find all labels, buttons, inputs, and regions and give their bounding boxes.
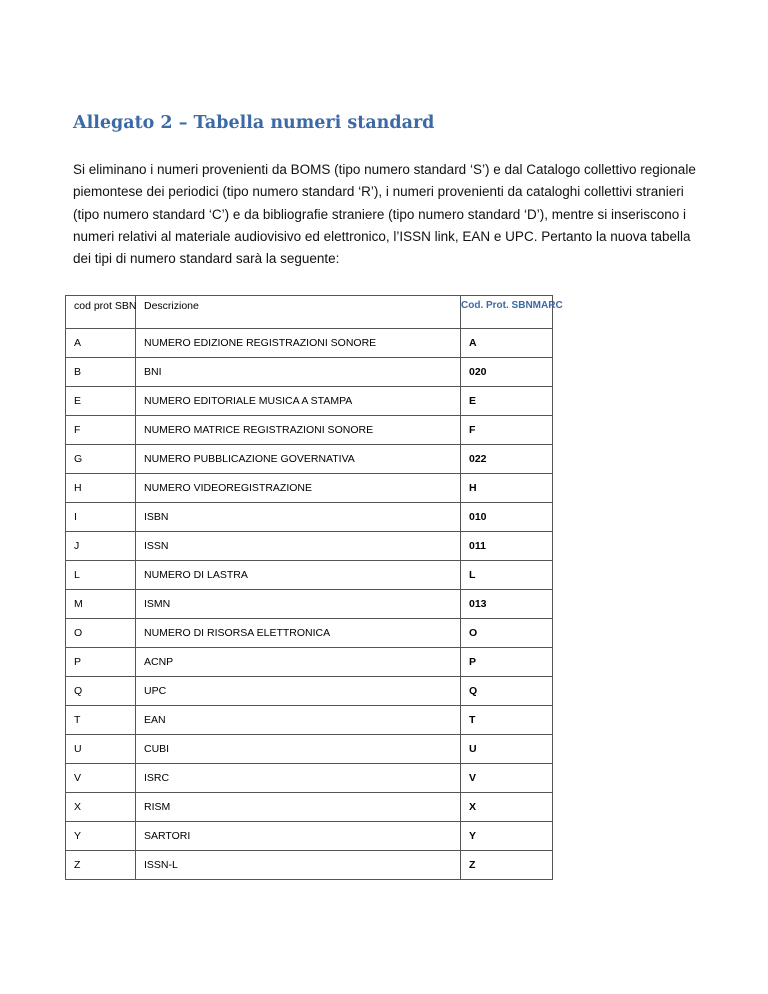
standard-numbers-table xyxy=(65,295,563,880)
cell-cod-prot-sbn: M xyxy=(66,590,136,619)
header-cod-prot-sbnmarc: Cod. Prot. SBNMARC xyxy=(461,296,553,329)
cell-descrizione: NUMERO EDIZIONE REGISTRAZIONI SONORE xyxy=(136,329,461,358)
table-row xyxy=(66,677,553,706)
cell-cod-prot-sbn: P xyxy=(66,648,136,677)
cell-cod-prot-sbn: F xyxy=(66,416,136,445)
cell-cod-prot-sbnmarc: Q xyxy=(461,677,553,706)
cell-cod-prot-sbn: G xyxy=(66,445,136,474)
table-header-row xyxy=(66,296,553,329)
table-row xyxy=(66,619,553,648)
cell-descrizione: BNI xyxy=(136,358,461,387)
cell-cod-prot-sbnmarc: Y xyxy=(461,822,553,851)
cell-cod-prot-sbn: U xyxy=(66,735,136,764)
cell-cod-prot-sbnmarc: P xyxy=(461,648,553,677)
header-cod-prot-sbn: cod prot SBN xyxy=(66,296,136,329)
cell-cod-prot-sbnmarc: L xyxy=(461,561,553,590)
cell-cod-prot-sbnmarc: 010 xyxy=(461,503,553,532)
cell-descrizione: NUMERO EDITORIALE MUSICA A STAMPA xyxy=(136,387,461,416)
cell-cod-prot-sbn: T xyxy=(66,706,136,735)
table-row xyxy=(66,445,553,474)
cell-cod-prot-sbnmarc: 011 xyxy=(461,532,553,561)
table-row xyxy=(66,358,553,387)
table-row xyxy=(66,561,553,590)
cell-cod-prot-sbn: B xyxy=(66,358,136,387)
cell-cod-prot-sbnmarc: 022 xyxy=(461,445,553,474)
cell-cod-prot-sbn: Q xyxy=(66,677,136,706)
cell-cod-prot-sbn: V xyxy=(66,764,136,793)
cell-cod-prot-sbnmarc: F xyxy=(461,416,553,445)
header-descrizione: Descrizione xyxy=(136,296,461,329)
table-row xyxy=(66,851,553,880)
cell-cod-prot-sbnmarc: U xyxy=(461,735,553,764)
cell-descrizione: ISMN xyxy=(136,590,461,619)
cell-descrizione: RISM xyxy=(136,793,461,822)
cell-descrizione: SARTORI xyxy=(136,822,461,851)
cell-cod-prot-sbnmarc: V xyxy=(461,764,553,793)
cell-descrizione: NUMERO PUBBLICAZIONE GOVERNATIVA xyxy=(136,445,461,474)
cell-cod-prot-sbn: X xyxy=(66,793,136,822)
table-row xyxy=(66,532,553,561)
cell-descrizione: ISSN xyxy=(136,532,461,561)
page-title: Allegato 2 – Tabella numeri standard xyxy=(73,113,435,133)
cell-descrizione: NUMERO DI LASTRA xyxy=(136,561,461,590)
cell-descrizione: UPC xyxy=(136,677,461,706)
cell-cod-prot-sbnmarc: 013 xyxy=(461,590,553,619)
cell-descrizione: ACNP xyxy=(136,648,461,677)
table-row xyxy=(66,706,553,735)
cell-descrizione: CUBI xyxy=(136,735,461,764)
cell-cod-prot-sbn: J xyxy=(66,532,136,561)
table-row xyxy=(66,648,553,677)
intro-paragraph: Si eliminano i numeri provenienti da BOMS (tipo numero standard ‘S’) e dal Catalogo collettivo regionale piemontese dei periodici (tipo numero standard ‘R’), i numeri provenienti da cataloghi collettivi stranieri (tipo numero standard ‘C’) e da bibliografie straniere (tipo numero standard ‘D’), mentre si inseriscono i numeri relativi al materiale audiovisivo ed elettronico, l’ISSN link, EAN e UPC. Pertanto la nuova tabella dei tipi di numero standard sarà la seguente: xyxy=(73,162,696,267)
table-row xyxy=(66,329,553,358)
cell-cod-prot-sbnmarc: H xyxy=(461,474,553,503)
table-row xyxy=(66,735,553,764)
cell-descrizione: ISSN-L xyxy=(136,851,461,880)
cell-cod-prot-sbnmarc: 020 xyxy=(461,358,553,387)
cell-cod-prot-sbn: H xyxy=(66,474,136,503)
cell-descrizione: ISRC xyxy=(136,764,461,793)
cell-cod-prot-sbn: A xyxy=(66,329,136,358)
table-body xyxy=(66,329,553,880)
table-row xyxy=(66,590,553,619)
cell-cod-prot-sbnmarc: X xyxy=(461,793,553,822)
table-row xyxy=(66,416,553,445)
cell-cod-prot-sbnmarc: T xyxy=(461,706,553,735)
cell-cod-prot-sbnmarc: O xyxy=(461,619,553,648)
cell-cod-prot-sbnmarc: E xyxy=(461,387,553,416)
table-row xyxy=(66,474,553,503)
cell-cod-prot-sbn: I xyxy=(66,503,136,532)
cell-descrizione: NUMERO MATRICE REGISTRAZIONI SONORE xyxy=(136,416,461,445)
cell-descrizione: NUMERO DI RISORSA ELETTRONICA xyxy=(136,619,461,648)
table-row xyxy=(66,822,553,851)
cell-cod-prot-sbnmarc: Z xyxy=(461,851,553,880)
table-row xyxy=(66,793,553,822)
cell-cod-prot-sbn: Z xyxy=(66,851,136,880)
cell-cod-prot-sbn: Y xyxy=(66,822,136,851)
cell-cod-prot-sbnmarc: A xyxy=(461,329,553,358)
cell-descrizione: ISBN xyxy=(136,503,461,532)
table-row xyxy=(66,387,553,416)
table-row xyxy=(66,503,553,532)
cell-descrizione: NUMERO VIDEOREGISTRAZIONE xyxy=(136,474,461,503)
table-row xyxy=(66,764,553,793)
cell-cod-prot-sbn: E xyxy=(66,387,136,416)
cell-cod-prot-sbn: O xyxy=(66,619,136,648)
cell-descrizione: EAN xyxy=(136,706,461,735)
cell-cod-prot-sbn: L xyxy=(66,561,136,590)
